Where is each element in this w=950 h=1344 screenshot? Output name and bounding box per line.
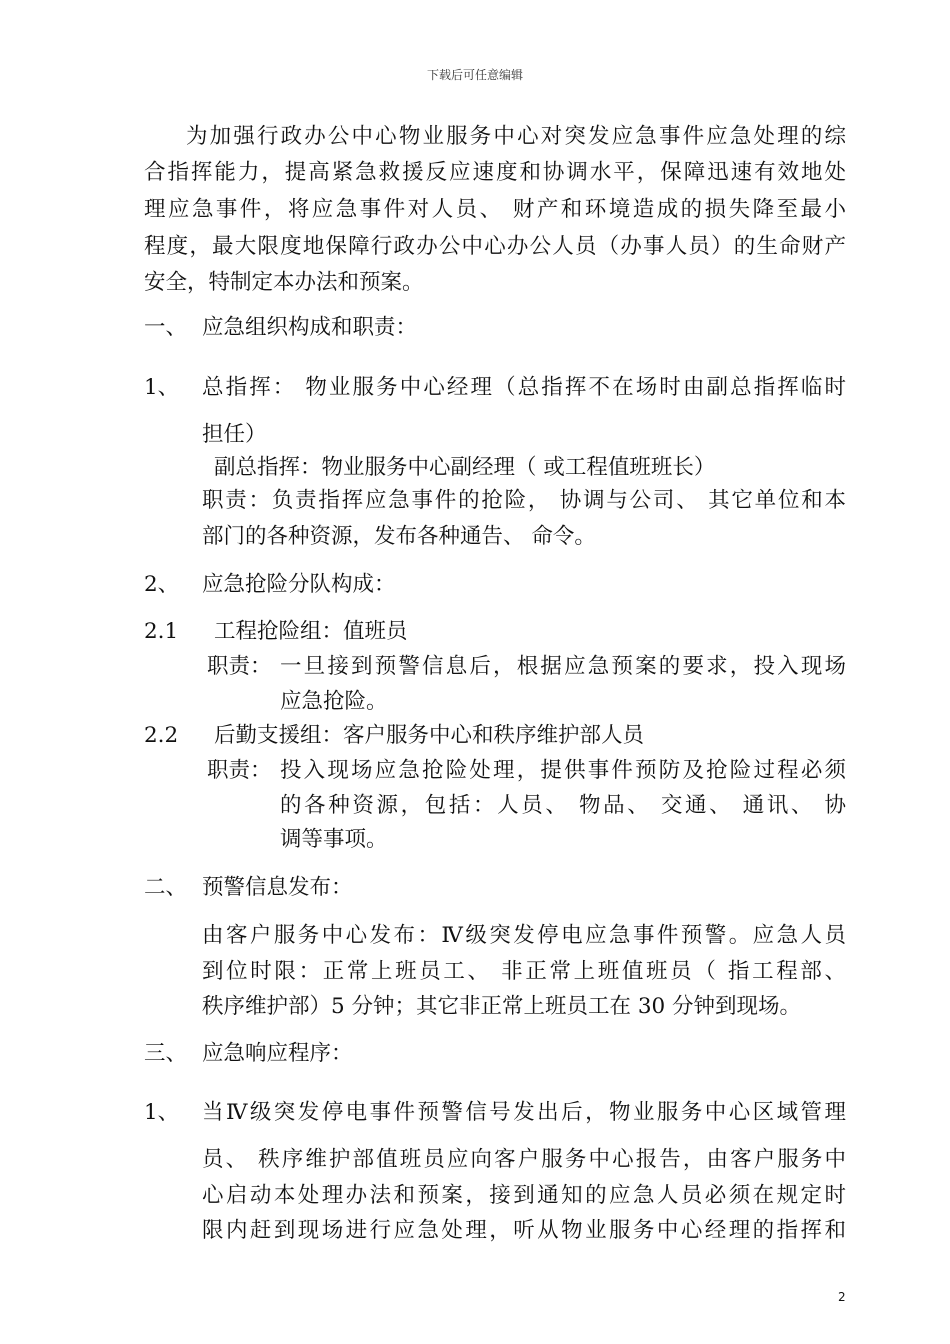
- sub22-number: 2.2: [144, 723, 179, 748]
- intro-line-1: 为加强行政办公中心物业服务中心对突发应急事件应急处理的综: [186, 124, 846, 149]
- sub22-duty-line3: 调等事项。: [280, 827, 388, 852]
- section2-title: 预警信息发布：: [202, 875, 353, 900]
- section3-item1-line1: 当Ⅳ级突发停电事件预警信号发出后，物业服务中心区域管理: [202, 1100, 846, 1125]
- section1-duty-line2: 部门的各种资源，发布各种通告、 命令。: [202, 524, 596, 549]
- section2-line3: 秩序维护部）5 分钟；其它非正常上班员工在 30 分钟到现场。: [202, 994, 802, 1019]
- intro-line-2: 合指挥能力，提高紧急救援反应速度和协调水平，保障迅速有效地处: [144, 160, 846, 185]
- section1-number: 一、: [144, 315, 188, 340]
- sub22-title: 后勤支援组：客户服务中心和秩序维护部人员: [214, 723, 645, 748]
- intro-line-3: 理应急事件，将应急事件对人员、 财产和环境造成的损失降至最小: [144, 197, 846, 222]
- sub22-duty-line2: 的各种资源，包括：人员、 物品、 交通、 通讯、 协: [280, 793, 846, 818]
- section1-duty-line1: 职责：负责指挥应急事件的抢险， 协调与公司、 其它单位和本: [202, 488, 846, 513]
- sub21-title: 工程抢险组：值班员: [214, 619, 408, 644]
- intro-line-5: 安全，特制定本办法和预案。: [144, 270, 424, 295]
- section2-line1: 由客户服务中心发布：Ⅳ级突发停电应急事件预警。应急人员: [202, 923, 846, 948]
- sub22-duty-line1: 投入现场应急抢险处理，提供事件预防及抢险过程必须: [280, 758, 846, 783]
- section2-number: 二、: [144, 875, 188, 900]
- section1-item1-line1: 总指挥： 物业服务中心经理（总指挥不在场时由副总指挥临时: [202, 375, 846, 400]
- section3-item1-line2: 员、 秩序维护部值班员应向客户服务中心报告，由客户服务中: [202, 1147, 846, 1172]
- section3-item1-line3: 心启动本处理办法和预案，接到通知的应急人员必须在规定时: [202, 1183, 846, 1208]
- sub22-duty-label: 职责：: [207, 758, 272, 783]
- section1-item2-number: 2、: [144, 572, 180, 597]
- section1-item1-number: 1、: [144, 375, 180, 400]
- section3-title: 应急响应程序：: [202, 1041, 353, 1066]
- section3-number: 三、: [144, 1041, 188, 1066]
- sub21-duty-line1: 一旦接到预警信息后，根据应急预案的要求，投入现场: [280, 654, 846, 679]
- page-header: 下载后可任意编辑: [426, 68, 523, 82]
- sub21-duty-label: 职责：: [207, 654, 272, 679]
- sub21-number: 2.1: [144, 619, 179, 644]
- section1-title: 应急组织构成和职责：: [202, 315, 418, 340]
- intro-line-4: 程度，最大限度地保障行政办公中心办公人员（办事人员）的生命财产: [144, 234, 846, 259]
- section3-item1-number: 1、: [144, 1100, 180, 1125]
- section3-item1-line4: 限内赶到现场进行应急处理，听从物业服务中心经理的指挥和: [202, 1218, 846, 1243]
- section1-item1-line2: 担任）: [202, 422, 267, 447]
- section2-line2: 到位时限：正常上班员工、 非正常上班值班员（ 指工程部、: [202, 959, 846, 984]
- section1-deputy: 副总指挥：物业服务中心副经理（ 或工程值班班长）: [214, 455, 716, 480]
- section1-item2-title: 应急抢险分队构成：: [202, 572, 396, 597]
- page-number: 2: [838, 1290, 846, 1304]
- sub21-duty-line2: 应急抢险。: [280, 689, 388, 714]
